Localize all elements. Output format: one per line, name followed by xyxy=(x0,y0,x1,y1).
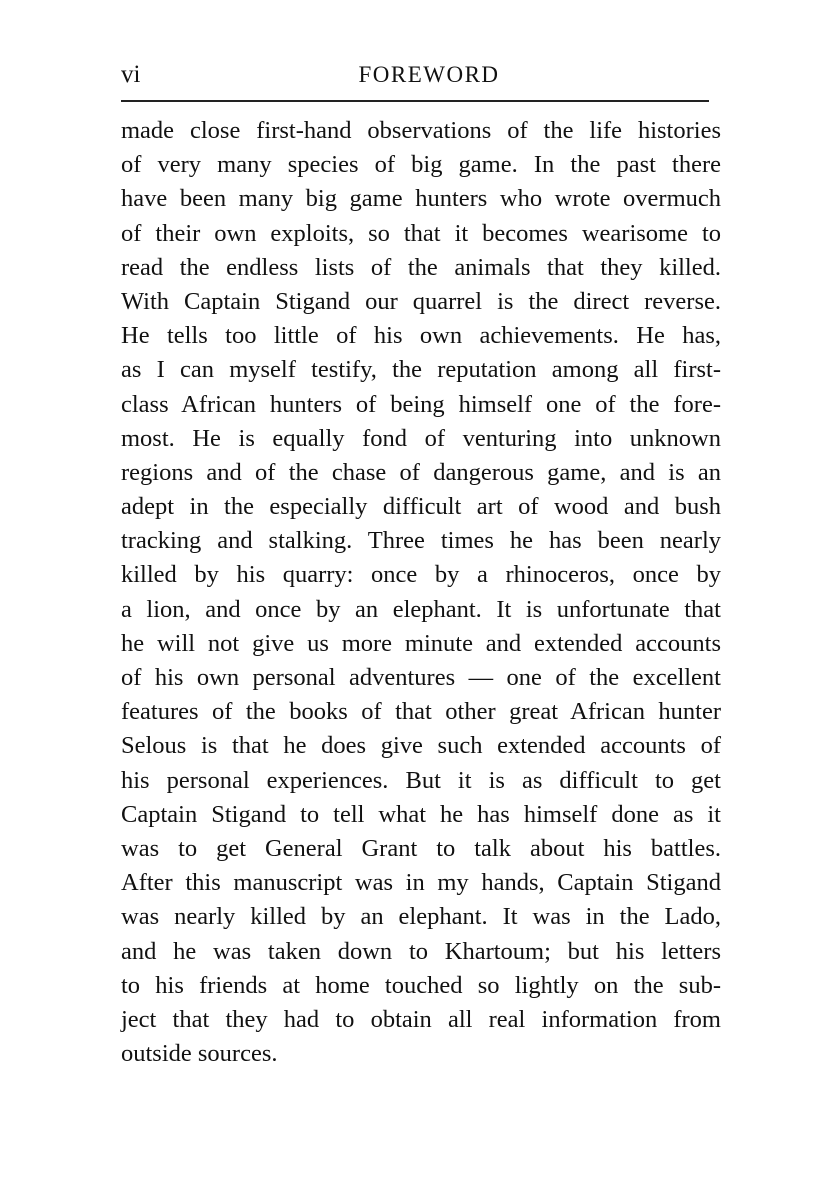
text-line: Captain Stigand to tell what he has himself done as it xyxy=(121,800,721,828)
text-line: he will not give us more minute and extended accounts xyxy=(121,629,721,657)
text-line: adept in the especially difficult art of wood and bush xyxy=(121,493,721,521)
text-line: a lion, and once by an elephant. It is unfortunate that xyxy=(121,595,721,623)
text-line: to his friends at home touched so lightly on the sub- xyxy=(121,971,721,999)
chapter-title: FOREWORD xyxy=(358,62,500,87)
text-line: made close first-hand observations of the life histories xyxy=(121,117,721,144)
text-line: read the endless lists of the animals that they killed. xyxy=(121,253,721,281)
header-rule xyxy=(121,100,709,102)
text-line: was nearly killed by an elephant. It was in the Lado, xyxy=(121,903,721,931)
text-line: of his own personal adventures — one of the excellent xyxy=(121,664,721,691)
text-line: of very many species of big game. In the past there xyxy=(121,151,721,179)
text-line: killed by his quarry: once by a rhinoceros, once by xyxy=(121,561,721,589)
running-head xyxy=(121,60,709,94)
text-line: ject that they had to obtain all real information from xyxy=(121,1005,721,1033)
body-text xyxy=(121,114,721,1071)
text-line: class African hunters of being himself one of the fore- xyxy=(121,390,721,418)
text-line: was to get General Grant to talk about his battles. xyxy=(121,834,721,862)
text-line: Selous is that he does give such extended accounts of xyxy=(121,732,721,760)
text-line: features of the books of that other great African hunter xyxy=(121,698,721,726)
page-number: vi xyxy=(121,61,141,88)
text-line: After this manuscript was in my hands, Captain Stigand xyxy=(121,869,721,897)
text-line: and he was taken down to Khartoum; but his letters xyxy=(121,937,721,965)
text-line: With Captain Stigand our quarrel is the direct reverse. xyxy=(121,287,721,315)
text-line: most. He is equally fond of venturing into unknown xyxy=(121,424,721,452)
text-line: his personal experiences. But it is as difficult to get xyxy=(121,766,721,794)
text-line: as I can myself testify, the reputation among all first- xyxy=(121,356,721,384)
text-line: have been many big game hunters who wrote overmuch xyxy=(121,185,721,213)
text-line: of their own exploits, so that it becomes wearisome to xyxy=(121,219,721,247)
text-line: tracking and stalking. Three times he has been nearly xyxy=(121,527,721,555)
text-line: outside sources. xyxy=(121,1040,278,1068)
text-line: He tells too little of his own achievements. He has, xyxy=(121,322,721,350)
text-line: regions and of the chase of dangerous game, and is an xyxy=(121,458,721,486)
